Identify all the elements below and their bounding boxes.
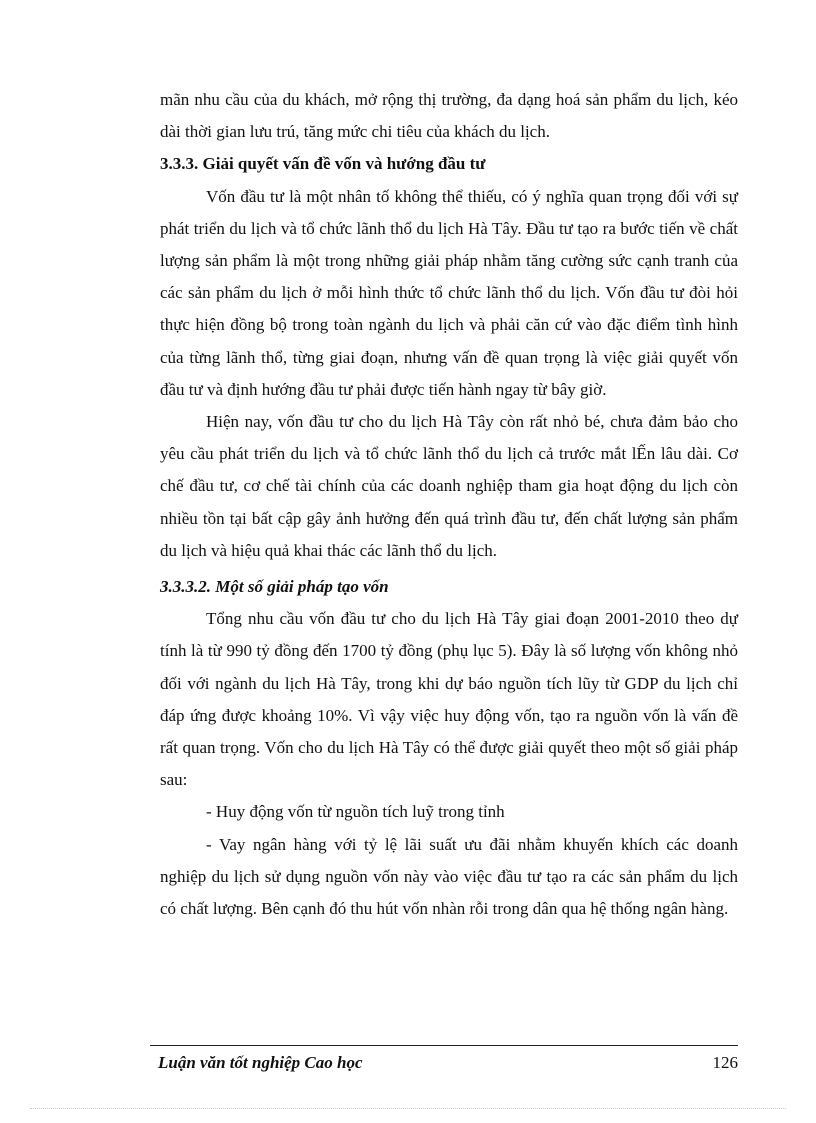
footer-divider: [150, 1045, 738, 1046]
paragraph-capital-demand: Tổng nhu cầu vốn đầu tư cho du lịch Hà Tây giai đoạn 2001-2010 theo dự tính là từ 990 tỷ đồng đến 1700 tỷ đồng (phụ lục 5). Đây là số lượng vốn không nhỏ đối với ngành du lịch Hà Tây, trong khi dự báo nguồn tích lũy từ GDP du lịch chỉ đáp ứng được khoảng 10%. Vì vậy việc huy động vốn, tạo ra nguồn vốn là vấn đề rất quan trọng. Vốn cho du lịch Hà Tây có thể được giải quyết theo một số giải pháp sau:: [160, 609, 738, 790]
subsection-heading: 3.3.3.2. Một số giải pháp tạo vốn: [160, 577, 389, 597]
paragraph-current-situation: Hiện nay, vốn đầu tư cho du lịch Hà Tây còn rất nhỏ bé, chưa đảm bảo cho yêu cầu phát triển du lịch và tổ chức lãnh thổ du lịch cả trước mắt lẾn lâu dài. Cơ chế đầu tư, cơ chế tài chính của các doanh nghiệp tham gia hoạt động du lịch còn nhiều tồn tại bất cập gây ảnh hưởng đến quá trình đầu tư, đến chất lượng sản phẩm du lịch và hiệu quả khai thác các lãnh thổ du lịch.: [160, 412, 738, 560]
page-edge-divider: [30, 1108, 786, 1109]
page-number: 126: [712, 1053, 738, 1072]
bullet-item: - Vay ngân hàng với tỷ lệ lãi suất ưu đãi nhằm khuyến khích các doanh nghiệp du lịch sử dụng nguồn vốn này vào việc đầu tư tạo ra các sản phẩm du lịch có chất lượng. Bên cạnh đó thu hút vốn nhàn rỗi trong dân qua hệ thống ngân hàng.: [160, 834, 738, 919]
intro-paragraph: mãn nhu cầu của du khách, mở rộng thị trường, đa dạng hoá sản phẩm du lịch, kéo dài thời gian lưu trú, tăng mức chi tiêu của khách du lịch.: [160, 90, 738, 142]
paragraph-investment-capital: Vốn đầu tư là một nhân tố không thể thiếu, có ý nghĩa quan trọng đối với sự phát triển du lịch và tổ chức lãnh thổ du lịch Hà Tây. Đầu tư tạo ra bước tiến về chất lượng sản phẩm là một trong những giải pháp nhằm tăng cường sức cạnh tranh của các sản phẩm du lịch ở mỗi hình thức tổ chức lãnh thổ du lịch. Vốn đầu tư đòi hỏi thực hiện đồng bộ trong toàn ngành du lịch và phải căn cứ vào đặc điểm tình hình của từng lãnh thổ, từng giai đoạn, nhưng vấn đề quan trọng là việc giải quyết vốn đầu tư và định hướng đầu tư phải được tiến hành ngay từ bây giờ.: [160, 186, 738, 399]
section-heading: 3.3.3. Giải quyết vấn đề vốn và hướng đầu tư: [160, 154, 486, 174]
body-text: [160, 84, 738, 925]
footer-title: Luận văn tốt nghiệp Cao học: [158, 1053, 363, 1072]
bullet-item: - Huy động vốn từ nguồn tích luỹ trong tỉnh: [206, 802, 505, 822]
